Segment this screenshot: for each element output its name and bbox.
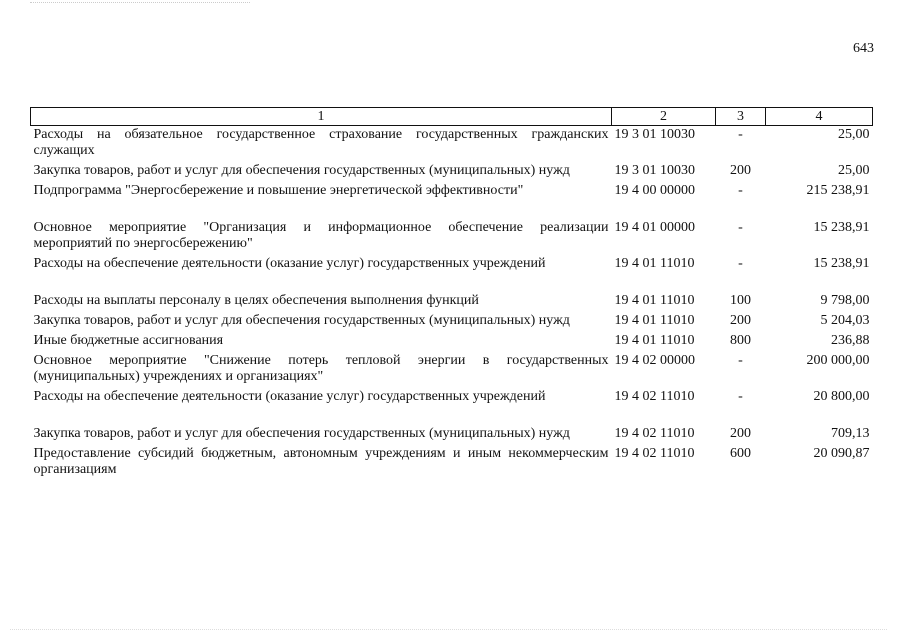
row-code: 19 4 02 00000 (614, 353, 695, 368)
row-expense-type: - (738, 183, 743, 198)
row-amount: 15 238,91 (813, 256, 870, 271)
row-code: 19 4 01 00000 (614, 220, 695, 235)
row-code: 19 3 01 10030 (614, 127, 695, 142)
row-amount: 236,88 (831, 333, 870, 348)
row-expense-type: - (738, 353, 743, 368)
row-expense-type: - (738, 389, 743, 404)
row-amount: 200 000,00 (806, 353, 870, 368)
row-expense-type: - (738, 256, 743, 271)
row-name: Расходы на обязательное государственное страхование государственных гражданских служащих (33, 127, 609, 158)
row-code: 19 4 01 11010 (614, 313, 695, 328)
row-code: 19 4 01 11010 (614, 333, 695, 348)
table-row (31, 162, 873, 182)
row-code: 19 4 01 11010 (614, 256, 695, 271)
row-amount: 20 800,00 (813, 389, 870, 404)
table-row (31, 388, 873, 425)
row-expense-type: 800 (730, 333, 751, 348)
header-col-4: 4 (766, 108, 873, 126)
table-row (31, 126, 873, 163)
row-expense-type: 600 (730, 446, 751, 461)
table-row (31, 445, 873, 481)
scan-artifact-top (30, 2, 250, 3)
row-amount: 709,13 (831, 426, 870, 441)
row-code: 19 4 00 00000 (614, 183, 695, 198)
row-amount: 15 238,91 (813, 220, 870, 235)
row-name: Расходы на обеспечение деятельности (оказание услуг) государственных учреждений (33, 256, 546, 271)
row-expense-type: 200 (730, 313, 751, 328)
table-row (31, 219, 873, 255)
table-row (31, 182, 873, 219)
table-header-row (31, 108, 873, 126)
row-name: Закупка товаров, работ и услуг для обеспечения государственных (муниципальных) нужд (33, 313, 570, 328)
table-row (31, 292, 873, 312)
header-col-2: 2 (612, 108, 716, 126)
row-amount: 20 090,87 (813, 446, 870, 461)
row-name: Подпрограмма "Энергосбережение и повышение энергетической эффективности" (33, 183, 524, 198)
row-code: 19 3 01 10030 (614, 163, 695, 178)
row-name: Основное мероприятие "Организация и информационное обеспечение реализации мероприятий по энергосбережению" (33, 220, 609, 251)
row-expense-type: 200 (730, 163, 751, 178)
row-expense-type: 200 (730, 426, 751, 441)
row-code: 19 4 02 11010 (614, 446, 695, 461)
row-amount: 5 204,03 (820, 313, 870, 328)
table-row (31, 352, 873, 388)
row-amount: 25,00 (838, 163, 870, 178)
row-name: Иные бюджетные ассигнования (33, 333, 224, 348)
table-row (31, 332, 873, 352)
row-code: 19 4 01 11010 (614, 293, 695, 308)
scan-artifact-bottom (10, 629, 887, 630)
row-name: Предоставление субсидий бюджетным, автономным учреждениям и иным некоммерческим организациям (33, 446, 609, 477)
row-amount: 9 798,00 (820, 293, 870, 308)
table-body (31, 126, 873, 482)
page-number: 643 (853, 41, 874, 56)
header-col-3: 3 (716, 108, 766, 126)
table-row (31, 255, 873, 292)
row-code: 19 4 02 11010 (614, 389, 695, 404)
row-name: Расходы на выплаты персоналу в целях обеспечения выполнения функций (33, 293, 479, 308)
row-code: 19 4 02 11010 (614, 426, 695, 441)
table-row (31, 425, 873, 445)
row-name: Закупка товаров, работ и услуг для обеспечения государственных (муниципальных) нужд (33, 163, 570, 178)
row-amount: 215 238,91 (806, 183, 870, 198)
row-name: Основное мероприятие "Снижение потерь тепловой энергии в государственных (муниципальных) учреждениях и организациях" (33, 353, 609, 384)
budget-table (30, 107, 873, 481)
row-name: Расходы на обеспечение деятельности (оказание услуг) государственных учреждений (33, 389, 546, 404)
row-name: Закупка товаров, работ и услуг для обеспечения государственных (муниципальных) нужд (33, 426, 570, 441)
row-amount: 25,00 (838, 127, 870, 142)
header-col-1: 1 (31, 108, 612, 126)
row-expense-type: - (738, 127, 743, 142)
table-row (31, 312, 873, 332)
row-expense-type: 100 (730, 293, 751, 308)
row-expense-type: - (738, 220, 743, 235)
